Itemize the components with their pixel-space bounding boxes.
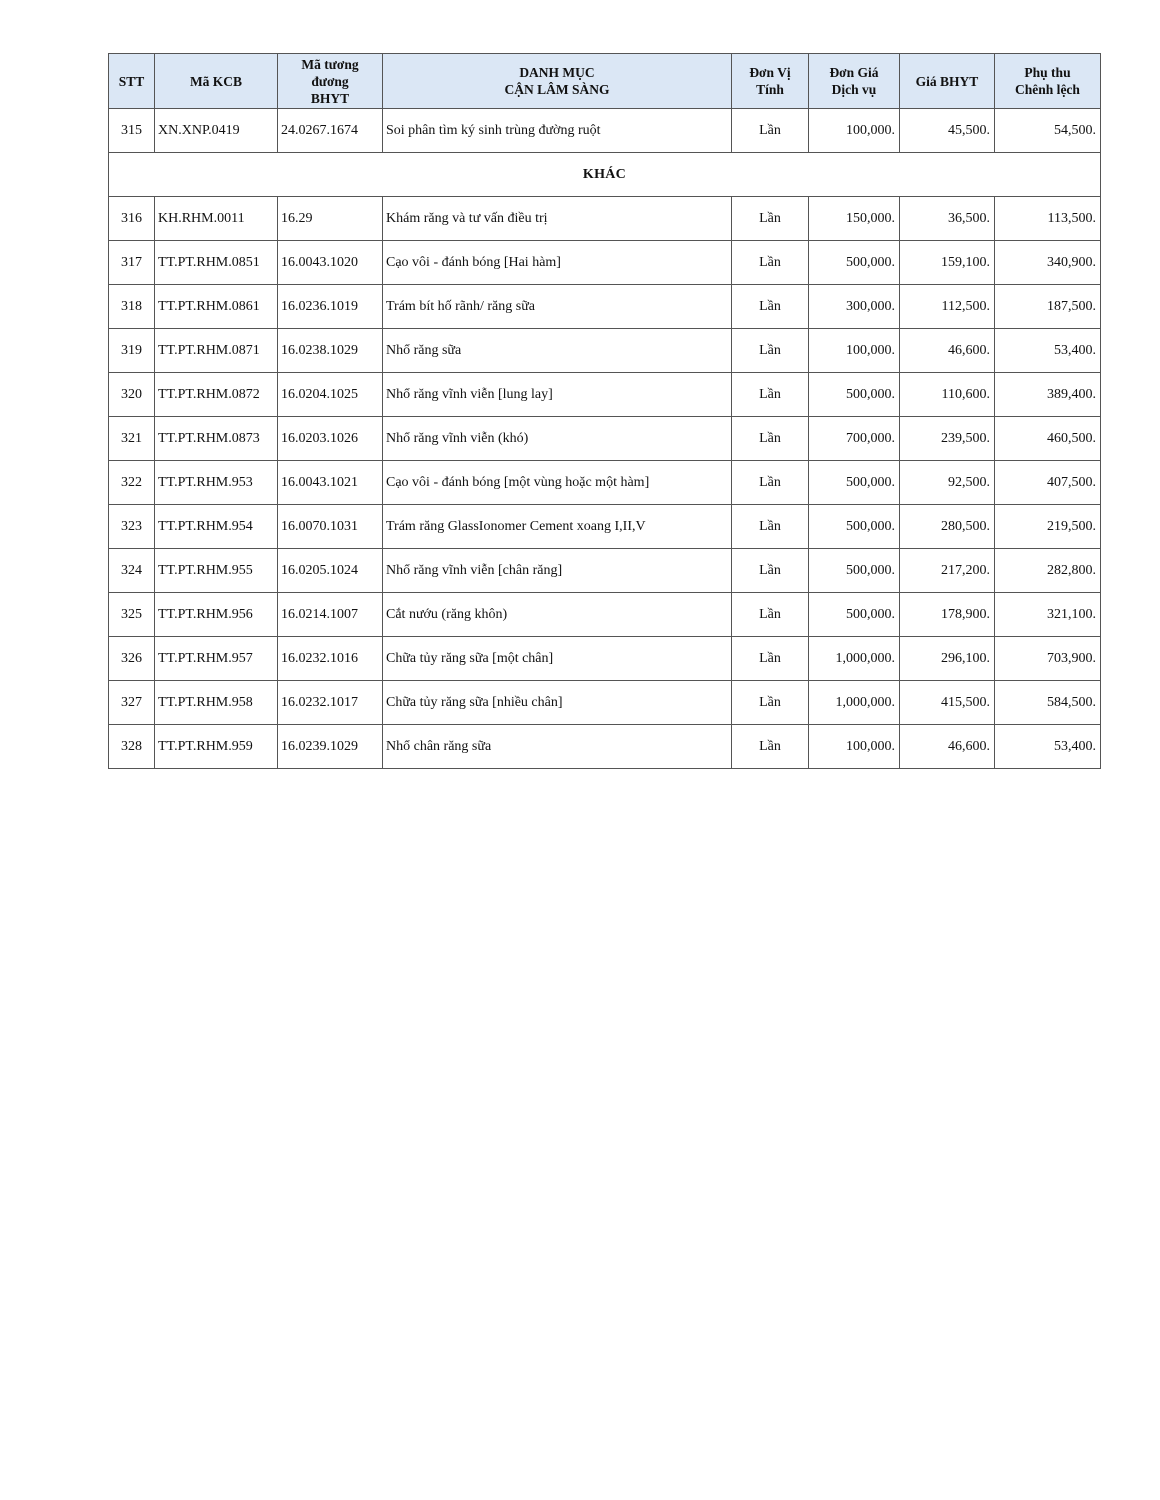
header-don-vi-tinh-line: Tính [756, 82, 784, 97]
row-danh-muc: Nhổ răng vĩnh viễn (khó) [383, 417, 732, 461]
header-danh-muc [383, 54, 732, 109]
row-ma-kcb: XN.XNP.0419 [155, 109, 278, 153]
row-gia-bhyt: 239,500. [900, 417, 995, 461]
header-don-vi-tinh [732, 54, 809, 109]
row-ma-kcb: TT.PT.RHM.957 [155, 637, 278, 681]
header-don-gia-line: Dịch vụ [831, 82, 877, 97]
row-stt: 323 [109, 505, 155, 549]
row-phu-thu: 340,900. [995, 241, 1101, 285]
header-ma-kcb: Mã KCB [155, 54, 278, 109]
header-danh-muc-line: CẬN LÂM SÀNG [504, 82, 610, 97]
row-ma-kcb: KH.RHM.0011 [155, 197, 278, 241]
table-row [109, 505, 1101, 549]
row-don-vi: Lần [732, 197, 809, 241]
table-row [109, 549, 1101, 593]
table-row [109, 593, 1101, 637]
table-header [109, 54, 1101, 109]
row-ma-tuong-duong: 16.0214.1007 [278, 593, 383, 637]
row-phu-thu: 53,400. [995, 725, 1101, 769]
row-gia-bhyt: 280,500. [900, 505, 995, 549]
section-row [109, 153, 1101, 197]
row-danh-muc: Soi phân tìm ký sinh trùng đường ruột [383, 109, 732, 153]
header-don-gia [809, 54, 900, 109]
row-stt: 317 [109, 241, 155, 285]
row-don-gia: 500,000. [809, 549, 900, 593]
row-ma-tuong-duong: 16.0239.1029 [278, 725, 383, 769]
row-don-gia: 500,000. [809, 505, 900, 549]
row-don-vi: Lần [732, 417, 809, 461]
row-don-vi: Lần [732, 461, 809, 505]
row-don-vi: Lần [732, 593, 809, 637]
document-page [108, 53, 1100, 769]
header-phu-thu-line: Chênh lệch [1015, 82, 1080, 97]
row-ma-kcb: TT.PT.RHM.955 [155, 549, 278, 593]
row-danh-muc: Nhổ răng vĩnh viễn [lung lay] [383, 373, 732, 417]
table-row [109, 329, 1101, 373]
row-phu-thu: 187,500. [995, 285, 1101, 329]
row-stt: 327 [109, 681, 155, 725]
row-ma-kcb: TT.PT.RHM.958 [155, 681, 278, 725]
row-danh-muc: Nhổ chân răng sữa [383, 725, 732, 769]
row-don-gia: 100,000. [809, 109, 900, 153]
row-don-vi: Lần [732, 637, 809, 681]
row-don-vi: Lần [732, 285, 809, 329]
row-don-vi: Lần [732, 725, 809, 769]
table-row [109, 417, 1101, 461]
row-gia-bhyt: 415,500. [900, 681, 995, 725]
row-ma-tuong-duong: 16.0043.1020 [278, 241, 383, 285]
row-don-gia: 500,000. [809, 241, 900, 285]
row-danh-muc: Trám răng GlassIonomer Cement xoang I,II,V [383, 505, 732, 549]
row-ma-kcb: TT.PT.RHM.0873 [155, 417, 278, 461]
row-ma-kcb: TT.PT.RHM.956 [155, 593, 278, 637]
header-don-vi-tinh-line: Đơn Vị [749, 65, 791, 80]
row-phu-thu: 389,400. [995, 373, 1101, 417]
row-ma-tuong-duong: 16.0232.1016 [278, 637, 383, 681]
row-stt: 328 [109, 725, 155, 769]
row-phu-thu: 282,800. [995, 549, 1101, 593]
table-body [109, 109, 1101, 769]
table-row [109, 373, 1101, 417]
row-don-vi: Lần [732, 549, 809, 593]
row-stt: 319 [109, 329, 155, 373]
row-phu-thu: 219,500. [995, 505, 1101, 549]
row-phu-thu: 703,900. [995, 637, 1101, 681]
table-row [109, 681, 1101, 725]
table-row [109, 285, 1101, 329]
row-gia-bhyt: 178,900. [900, 593, 995, 637]
service-price-table [108, 53, 1101, 769]
row-gia-bhyt: 46,600. [900, 329, 995, 373]
row-gia-bhyt: 46,600. [900, 725, 995, 769]
row-ma-kcb: TT.PT.RHM.0871 [155, 329, 278, 373]
row-danh-muc: Chữa tủy răng sữa [nhiều chân] [383, 681, 732, 725]
row-don-gia: 100,000. [809, 329, 900, 373]
table-row [109, 241, 1101, 285]
row-don-gia: 500,000. [809, 373, 900, 417]
row-danh-muc: Cạo vôi - đánh bóng [một vùng hoặc một hàm] [383, 461, 732, 505]
row-ma-kcb: TT.PT.RHM.959 [155, 725, 278, 769]
row-ma-tuong-duong: 16.29 [278, 197, 383, 241]
row-ma-tuong-duong: 16.0203.1026 [278, 417, 383, 461]
row-danh-muc: Chữa tủy răng sữa [một chân] [383, 637, 732, 681]
row-stt: 321 [109, 417, 155, 461]
header-phu-thu [995, 54, 1101, 109]
row-ma-tuong-duong: 16.0238.1029 [278, 329, 383, 373]
row-ma-kcb: TT.PT.RHM.954 [155, 505, 278, 549]
row-gia-bhyt: 110,600. [900, 373, 995, 417]
row-don-vi: Lần [732, 329, 809, 373]
row-phu-thu: 321,100. [995, 593, 1101, 637]
row-phu-thu: 113,500. [995, 197, 1101, 241]
row-stt: 324 [109, 549, 155, 593]
row-stt: 318 [109, 285, 155, 329]
row-don-gia: 500,000. [809, 461, 900, 505]
section-title: KHÁC [109, 153, 1101, 197]
row-don-gia: 300,000. [809, 285, 900, 329]
row-stt: 316 [109, 197, 155, 241]
row-gia-bhyt: 296,100. [900, 637, 995, 681]
row-danh-muc: Cắt nướu (răng khôn) [383, 593, 732, 637]
row-gia-bhyt: 36,500. [900, 197, 995, 241]
row-ma-tuong-duong: 16.0070.1031 [278, 505, 383, 549]
table-row [109, 725, 1101, 769]
row-danh-muc: Nhổ răng vĩnh viễn [chân răng] [383, 549, 732, 593]
row-don-gia: 1,000,000. [809, 681, 900, 725]
table-row [109, 637, 1101, 681]
header-ma-tuong-duong [278, 54, 383, 109]
row-don-gia: 500,000. [809, 593, 900, 637]
table-row [109, 109, 1101, 153]
row-ma-tuong-duong: 16.0205.1024 [278, 549, 383, 593]
header-ma-tuong-duong-line: BHYT [310, 90, 350, 106]
row-phu-thu: 54,500. [995, 109, 1101, 153]
row-don-vi: Lần [732, 505, 809, 549]
row-ma-kcb: TT.PT.RHM.0872 [155, 373, 278, 417]
row-danh-muc: Khám răng và tư vấn điều trị [383, 197, 732, 241]
row-ma-tuong-duong: 24.0267.1674 [278, 109, 383, 153]
row-danh-muc: Nhổ răng sữa [383, 329, 732, 373]
row-phu-thu: 407,500. [995, 461, 1101, 505]
row-ma-tuong-duong: 16.0204.1025 [278, 373, 383, 417]
row-don-gia: 150,000. [809, 197, 900, 241]
row-don-gia: 1,000,000. [809, 637, 900, 681]
header-phu-thu-line: Phụ thu [1024, 65, 1071, 80]
row-ma-tuong-duong: 16.0236.1019 [278, 285, 383, 329]
row-gia-bhyt: 92,500. [900, 461, 995, 505]
row-ma-tuong-duong: 16.0043.1021 [278, 461, 383, 505]
row-gia-bhyt: 45,500. [900, 109, 995, 153]
row-phu-thu: 53,400. [995, 329, 1101, 373]
header-stt: STT [109, 54, 155, 109]
header-don-gia-line: Đơn Giá [829, 65, 879, 80]
header-danh-muc-line: DANH MỤC [519, 65, 595, 80]
row-ma-kcb: TT.PT.RHM.0861 [155, 285, 278, 329]
table-row [109, 461, 1101, 505]
header-ma-tuong-duong-line: đương [311, 73, 349, 89]
row-gia-bhyt: 112,500. [900, 285, 995, 329]
row-phu-thu: 460,500. [995, 417, 1101, 461]
row-ma-tuong-duong: 16.0232.1017 [278, 681, 383, 725]
row-danh-muc: Cạo vôi - đánh bóng [Hai hàm] [383, 241, 732, 285]
row-danh-muc: Trám bít hố rãnh/ răng sữa [383, 285, 732, 329]
row-ma-kcb: TT.PT.RHM.953 [155, 461, 278, 505]
row-don-vi: Lần [732, 373, 809, 417]
row-don-vi: Lần [732, 241, 809, 285]
row-stt: 322 [109, 461, 155, 505]
header-gia-bhyt: Giá BHYT [900, 54, 995, 109]
header-ma-tuong-duong-line: Mã tương [301, 56, 359, 72]
row-stt: 315 [109, 109, 155, 153]
row-don-vi: Lần [732, 109, 809, 153]
table-row [109, 197, 1101, 241]
row-don-gia: 700,000. [809, 417, 900, 461]
row-gia-bhyt: 159,100. [900, 241, 995, 285]
row-gia-bhyt: 217,200. [900, 549, 995, 593]
row-phu-thu: 584,500. [995, 681, 1101, 725]
row-stt: 320 [109, 373, 155, 417]
row-don-vi: Lần [732, 681, 809, 725]
row-stt: 326 [109, 637, 155, 681]
row-don-gia: 100,000. [809, 725, 900, 769]
row-stt: 325 [109, 593, 155, 637]
row-ma-kcb: TT.PT.RHM.0851 [155, 241, 278, 285]
